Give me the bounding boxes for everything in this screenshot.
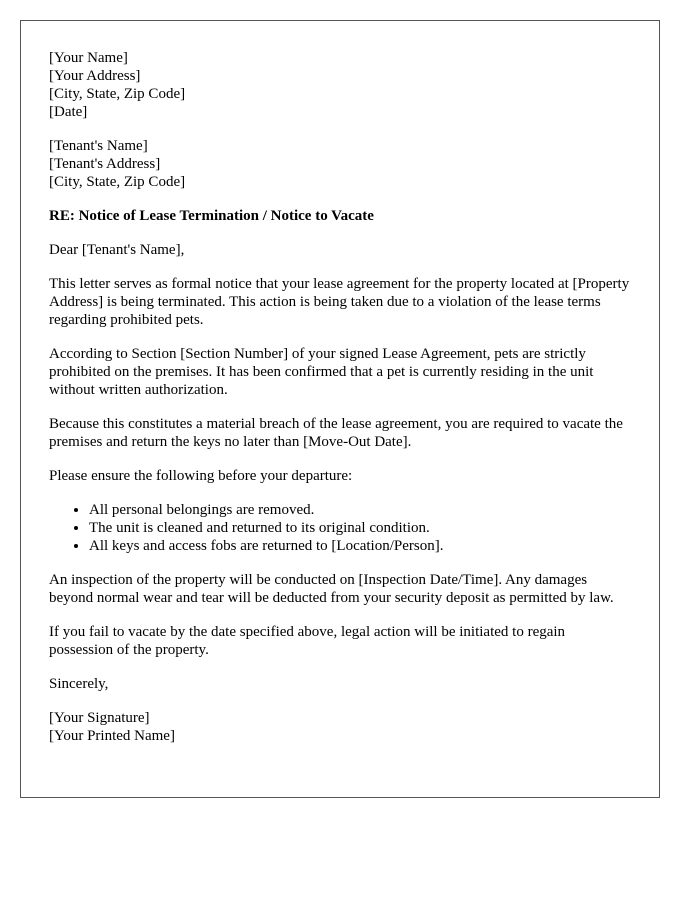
signature-block — [49, 709, 631, 745]
sender-block — [49, 49, 631, 121]
recipient-block — [49, 137, 631, 191]
sender-address: [Your Address] — [49, 68, 141, 84]
body-paragraph-inspection: An inspection of the property will be conducted on [Inspection Date/Time]. Any damages beyond normal wear and tear will be deducted from your security deposit as permitted by law. — [49, 572, 614, 606]
letter-page — [20, 20, 660, 798]
sender-name: [Your Name] — [49, 50, 128, 66]
body-paragraph-violation: According to Section [Section Number] of your signed Lease Agreement, pets are strictly prohibited on the premises. It has been confirmed that a pet is currently residing in the unit without written authorization. — [49, 346, 594, 398]
recipient-name: [Tenant's Name] — [49, 138, 148, 154]
sender-city-state-zip: [City, State, Zip Code] — [49, 86, 186, 102]
recipient-city-state-zip: [City, State, Zip Code] — [49, 174, 186, 190]
body-paragraph-notice: This letter serves as formal notice that your lease agreement for the property located at [Property Address] is being terminated. This action is being taken due to a violation of the lease terms regarding prohibited pets. — [49, 276, 630, 328]
body-paragraph-legal-action: If you fail to vacate by the date specified above, legal action will be initiated to regain possession of the property. — [49, 624, 566, 658]
salutation: Dear [Tenant's Name], — [49, 242, 185, 258]
closing: Sincerely, — [49, 676, 109, 692]
letter-date: [Date] — [49, 104, 88, 120]
checklist-item-cleaning: • The unit is cleaned and returned to its original condition. — [89, 519, 631, 537]
printed-name: [Your Printed Name] — [49, 728, 175, 744]
departure-checklist — [49, 501, 631, 555]
checklist-item-belongings: • All personal belongings are removed. — [89, 501, 631, 519]
checklist-item-keys: • All keys and access fobs are returned to [Location/Person]. — [89, 537, 631, 555]
recipient-address: [Tenant's Address] — [49, 156, 161, 172]
body-paragraph-checklist-intro: Please ensure the following before your departure: — [49, 468, 353, 484]
signature-placeholder: [Your Signature] — [49, 710, 150, 726]
subject-line: RE: Notice of Lease Termination / Notice to Vacate — [49, 208, 374, 224]
body-paragraph-vacate: Because this constitutes a material breach of the lease agreement, you are required to vacate the premises and return the keys no later than [Move-Out Date]. — [49, 416, 623, 450]
